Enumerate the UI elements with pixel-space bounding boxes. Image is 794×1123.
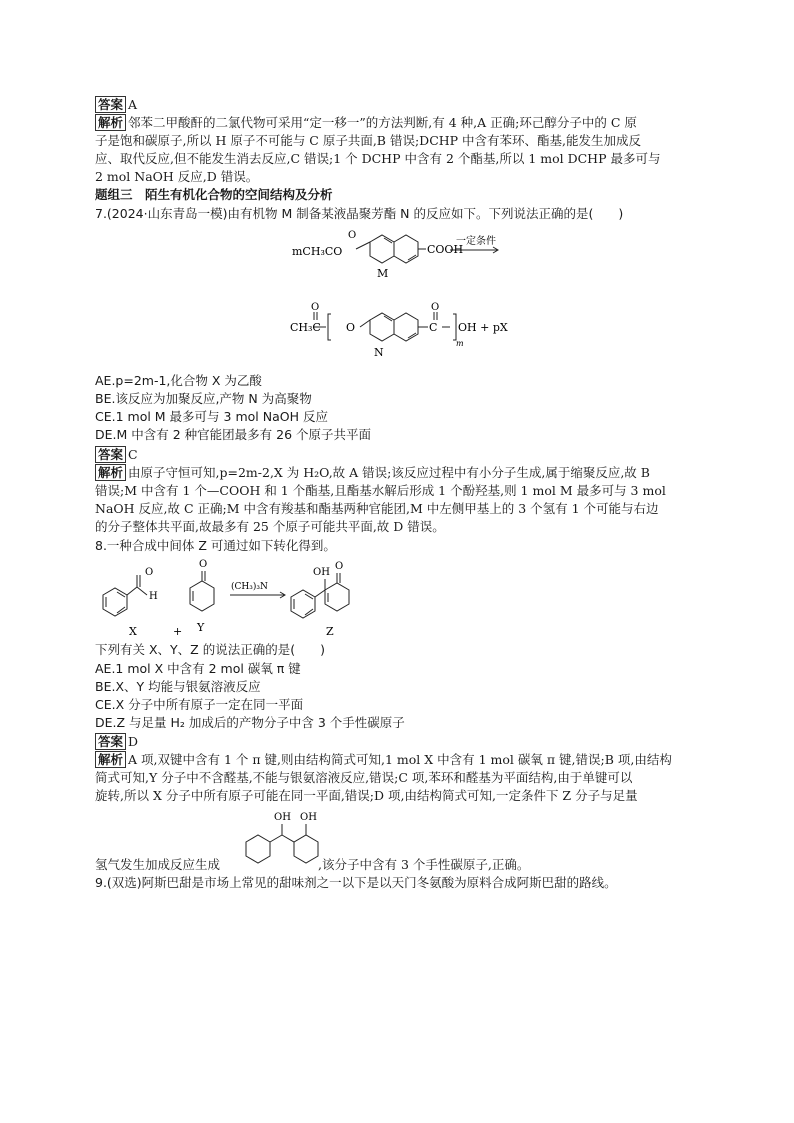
label-z: Z [326, 625, 334, 638]
z-hydroxyl: OH [313, 567, 330, 578]
n-ester-o: O [346, 321, 356, 334]
answer-value: A [128, 97, 138, 112]
label-x: X [129, 625, 137, 638]
analysis-line: 的分子整体共平面,故最多有 25 个原子可能共平面,故 D 错误。 [95, 519, 445, 534]
q7-answer-block [95, 446, 695, 536]
m-left-group: mCH₃CO [292, 245, 343, 258]
product-hydroxyl-1: OH [274, 812, 291, 823]
reaction-condition: (CH₃)₃N [231, 582, 268, 592]
answer-tag: 答案 [95, 96, 126, 113]
n-left-group: CH₃C [290, 321, 321, 334]
option-a[interactable]: AE.1 mol X 中含有 2 mol 碳氧 π 键 [95, 661, 301, 676]
option-c[interactable]: CE.X 分子中所有原子一定在同一平面 [95, 697, 304, 712]
n-carbonyl-o2: O [431, 302, 440, 313]
q8-answer-block [95, 733, 695, 805]
analysis-line: 旋转,所以 X 分子中所有原子可能在同一平面,错误;D 项,由结构简式可知,一定条件下 Z 分子与足量 [95, 788, 638, 803]
analysis-line: 子是饱和碳原子,所以 H 原子不可能与 C 原子共面,B 错误;DCHP 中含有苯环、酯基,能发生加成反 [95, 133, 642, 148]
group-title: 题组三 陌生有机化合物的空间结构及分析 [95, 187, 333, 202]
question-7-stem: 7.(2024·山东青岛一模)由有机物 M 制备某液晶聚芳酯 N 的反应如下。下列说法正确的是( ) [95, 206, 624, 221]
option-c[interactable]: CE.1 mol M 最多可与 3 mol NaOH 反应 [95, 409, 328, 424]
analysis-tag: 解析 [95, 751, 126, 768]
analysis-line: 错误;M 中含有 1 个—COOH 和 1 个酯基,且酯基水解后形成 1 个酚羟基,则 1 mol M 最多可与 3 mol [95, 483, 666, 498]
analysis-text: ,该分子中含有 3 个手性碳原子,正确。 [318, 857, 530, 872]
analysis-line: 简式可知,Y 分子中不含醛基,不能与银氨溶液反应,错误;C 项,苯环和醛基为平面结构,由于单键可以 [95, 770, 633, 785]
q7-reaction-scheme [290, 222, 540, 372]
analysis-line: 2 mol NaOH 反应,D 错误。 [95, 169, 259, 184]
x-aldehyde-o: O [145, 567, 154, 578]
answer-value: D [128, 734, 139, 749]
n-carbonyl-c: C [429, 321, 438, 334]
analysis-text: 氢气发生加成反应生成 [95, 857, 221, 872]
analysis-line: 应、取代反应,但不能发生消去反应,C 错误;1 个 DCHP 中含有 2 个酯基,所以 1 mol DCHP 最多可与 [95, 151, 661, 166]
analysis-last-line [95, 856, 529, 874]
analysis-line: A 项,双键中含有 1 个 π 键,则由结构简式可知,1 mol X 中含有 1 mol 碳氧 π 键,错误;B 项,由结构 [128, 752, 672, 767]
option-d[interactable]: DE.M 中含有 2 种官能团最多有 26 个原子共平面 [95, 427, 372, 442]
z-carbonyl-o: O [335, 561, 344, 572]
label-m: M [377, 267, 389, 280]
analysis-tag: 解析 [95, 114, 126, 131]
label-n: N [374, 346, 384, 359]
answer-tag: 答案 [95, 733, 126, 750]
n-tail: OH + pX [458, 321, 508, 334]
option-d[interactable]: DE.Z 与足量 H₂ 加成后的产物分子中含 3 个手性碳原子 [95, 715, 405, 730]
q8-reaction-scheme [95, 555, 395, 640]
m-carbonyl-o: O [348, 230, 357, 241]
analysis-line: NaOH 反应,故 C 正确;M 中含有羧基和酯基两种官能团,M 中左侧甲基上的 3 个氢有 1 个可能与右边 [95, 501, 659, 516]
question-8-stem2: 下列有关 X、Y、Z 的说法正确的是( ) [95, 642, 325, 657]
option-a[interactable]: AE.p=2m-1,化合物 X 为乙酸 [95, 373, 262, 388]
n-repeat-m: m [456, 339, 464, 348]
answer-tag: 答案 [95, 446, 126, 463]
reaction-condition: 一定条件 [456, 236, 496, 247]
option-b[interactable]: BE.X、Y 均能与银氨溶液反应 [95, 679, 261, 694]
plus-sign: + [173, 625, 183, 638]
n-carbonyl-o: O [311, 302, 320, 313]
q6-answer-block [95, 96, 695, 186]
question-9-stem: 9.(双选)阿斯巴甜是市场上常见的甜味剂之一以下是以天门冬氨酸为原料合成阿斯巴甜的路线。 [95, 875, 617, 890]
question-8-stem: 8.一种合成中间体 Z 可通过如下转化得到。 [95, 538, 336, 553]
question-7-options [95, 372, 695, 444]
y-carbonyl-o: O [199, 559, 208, 570]
answer-value: C [128, 447, 138, 462]
analysis-tag: 解析 [95, 464, 126, 481]
analysis-line: 由原子守恒可知,p=2m-2,X 为 H₂O,故 A 错误;该反应过程中有小分子生成,属于缩聚反应,故 B [128, 465, 650, 480]
analysis-line: 邻苯二甲酸酐的二氯代物可采用“定一移一”的方法判断,有 4 种,A 正确;环己醇分子中的 C 原 [128, 115, 637, 130]
x-aldehyde-h: H [149, 591, 158, 602]
option-b[interactable]: BE.该反应为加聚反应,产物 N 为高聚物 [95, 391, 312, 406]
product-hydroxyl-2: OH [300, 812, 317, 823]
m-acid-group: COOH [427, 243, 464, 256]
question-8-options [95, 660, 695, 732]
label-y: Y [197, 621, 205, 634]
